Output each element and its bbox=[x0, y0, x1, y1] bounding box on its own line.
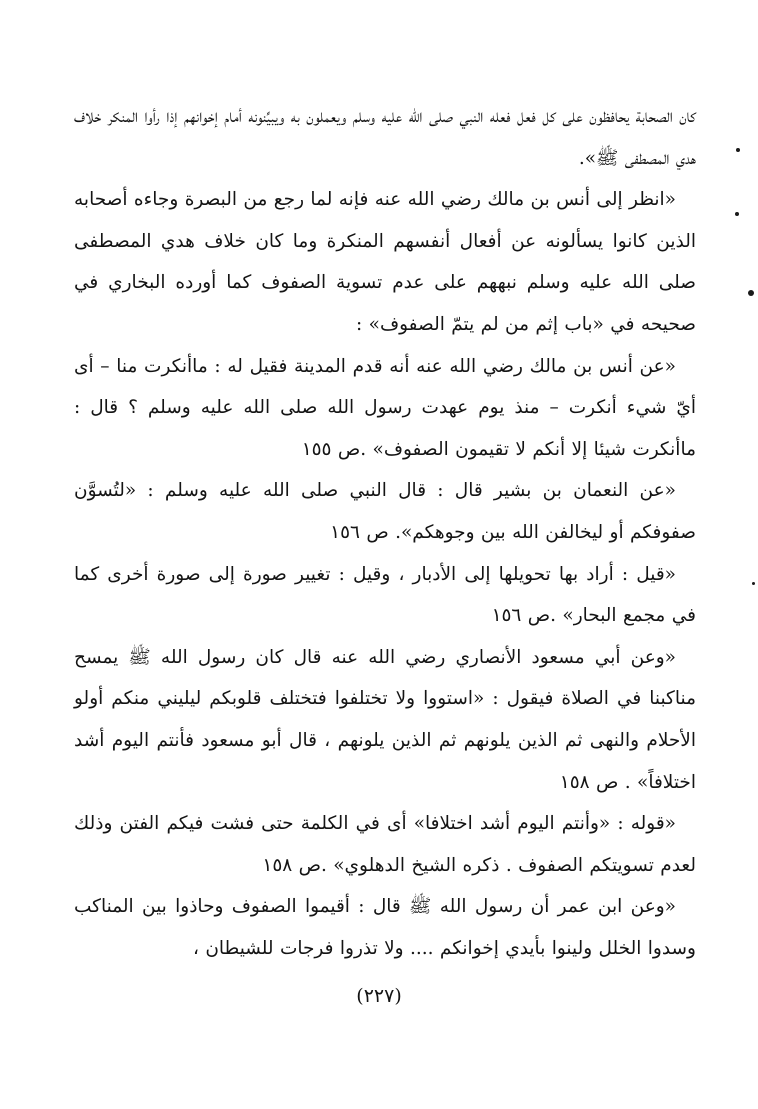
page-number: (٢٢٧) bbox=[356, 985, 402, 1007]
paragraph-anas-hadith: «عن أنس بن مالك رضي الله عنه أنه قدم المدينة فقيل له : ماأنكرت منا – أى أيّ شيء أنكرت – منذ يوم عهدت رسول الله صلى الله عليه وسلم ؟ قال : ماأنكرت شيئا إلا أنكم لا تقيمون الصفوف» .ص ١٥٥ bbox=[74, 355, 696, 460]
scan-mark bbox=[748, 290, 754, 296]
paragraph-qawluhu: «قوله : «وأنتم اليوم أشد اختلافا» أى في الكلمة حتى فشت فيكم الفتن وذلك لعدم تسويتكم الصفوف . ذكره الشيخ الدهلوي» .ص ١٥٨ bbox=[74, 813, 696, 876]
scan-mark bbox=[752, 582, 755, 585]
paragraph-abu-masud-hadith: «وعن أبي مسعود الأنصاري رضي الله عنه قال كان رسول الله ﷺ يمسح مناكبنا في الصلاة فيقول : «استووا ولا تختلفوا فتختلف قلوبكم ليليني منكم أولو الأحلام والنهى ثم الذين يلونهم ثم الذين يلونهم ، قال أبو مسعود فأنتم اليوم أشد اختلافاً» . ص ١٥٨ bbox=[74, 646, 696, 793]
paragraph-intro: كان الصحابة يحافظون على كل فعل فعله النبي صلى الله عليه وسلم ويعملون به ويبيِّنونه أمام إخوانهم إذا رأوا المنكر خلاف هدي المصطفى ﷺ». bbox=[74, 106, 696, 169]
paragraph-anas-basra: «انظر إلى أنس بن مالك رضي الله عنه فإنه لما رجع من البصرة وجاءه أصحابه الذين كانوا يسألونه عن أفعال أنفسهم المنكرة وما كان خلاف هدي المصطفى صلى الله عليه وسلم نبههم على عدم تسوية الصفوف كما أورده البخاري في صحيحه في «باب إثم من لم يتمّ الصفوف» : bbox=[74, 189, 696, 335]
scan-mark bbox=[735, 212, 739, 216]
paragraph-qila: «قيل : أراد بها تحويلها إلى الأدبار ، وقيل : تغيير صورة إلى صورة أخرى كما في مجمع البحار» .ص ١٥٦ bbox=[74, 563, 696, 627]
body-text bbox=[74, 96, 696, 969]
scan-mark bbox=[736, 148, 740, 152]
paragraph-ibn-umar-hadith: «وعن ابن عمر أن رسول الله ﷺ قال : أقيموا الصفوف وحاذوا بين المناكب وسدوا الخلل ولينوا بأيدي إخوانكم .... ولا تذروا فرجات للشيطان ، bbox=[74, 896, 696, 959]
paragraph-numan-hadith: «عن النعمان بن بشير قال : قال النبي صلى الله عليه وسلم : «لتُسوَّن صفوفكم أو ليخالفن الله بين وجوهكم». ص ١٥٦ bbox=[74, 480, 696, 543]
